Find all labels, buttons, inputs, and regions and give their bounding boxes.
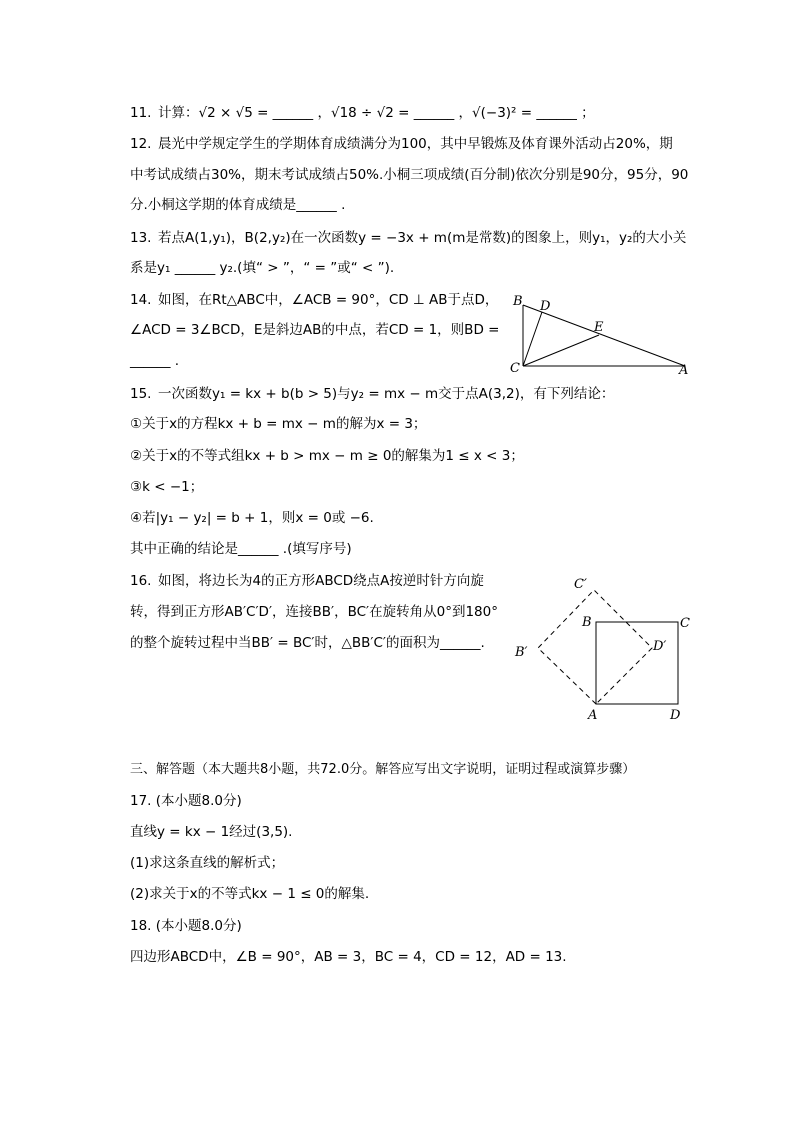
q14-side-ab xyxy=(523,305,685,366)
q13-number: 13. xyxy=(130,230,152,246)
q18-stem: 四边形ABCD中，∠B = 90°，AB = 3，BC = 4，CD = 12，AD = 13. xyxy=(130,949,567,965)
section-3-title: 三、解答题（本大题共8小题，共72.0分。解答应写出文字说明，证明过程或演算步骤） xyxy=(130,762,636,777)
q14-segment-cd xyxy=(523,312,542,366)
q12-text-2: 中考试成绩占30%，期末考试成绩占50%.小桐三项成绩(百分制)依次分别是90分，95分，90 xyxy=(130,167,689,183)
q12-text-1: 晨光中学规定学生的学期体育成绩满分为100，其中早锻炼及体育课外活动占20%，期 xyxy=(158,136,673,152)
q14-text-1: 如图，在Rt△ABC中，∠ACB = 90°，CD ⊥ AB于点D， xyxy=(158,292,499,308)
q11-line xyxy=(130,103,595,123)
q16-label-c-prime: C′ xyxy=(574,577,587,592)
q15-item-3: ③k < −1； xyxy=(130,479,204,495)
q16-number: 16. xyxy=(130,573,152,589)
q12-line1 xyxy=(130,134,673,154)
q12-text-3: 分.小桐这学期的体育成绩是______ . xyxy=(130,197,346,213)
q16-text-2: 转，得到正方形AB′C′D′，连接BB′，BC′在旋转角从0°到180° xyxy=(130,604,498,620)
q11-number: 11. xyxy=(130,105,152,121)
q13-text-1: 若点A(1,y₁)，B(2,y₂)在一次函数y = −3x + m(m是常数)的图象上，则y₁，y₂的大小关 xyxy=(158,230,687,246)
q14-line2 xyxy=(130,320,499,340)
q15-intro: 一次函数y₁ = kx + b(b > 5)与y₂ = mx − m交于点A(3,2)，有下列结论： xyxy=(158,386,615,402)
q16-rotated-square xyxy=(538,590,652,704)
q14-triangle-figure xyxy=(505,290,700,380)
q14-label-a: A xyxy=(679,363,689,378)
q15-number: 15. xyxy=(130,386,152,402)
q16-label-d: D xyxy=(670,708,681,723)
q14-label-c: C xyxy=(510,361,520,376)
q15-item-1: ①关于x的方程kx + b = mx − m的解为x = 3； xyxy=(130,416,427,432)
q11-text: 计算：√2 × √5 = ______ ，√18 ÷ √2 = ______ ，√(−3)² = ______ ； xyxy=(158,105,595,121)
q14-number: 14. xyxy=(130,292,152,308)
q17-head: 17. (本小题8.0分) xyxy=(130,793,242,809)
q18-head: 18. (本小题8.0分) xyxy=(130,918,242,934)
q15-line-intro xyxy=(130,384,614,404)
q14-label-d: D xyxy=(540,299,551,314)
q14-text-3: ______ . xyxy=(130,353,180,369)
q17-part-2: (2)求关于x的不等式kx − 1 ≤ 0的解集. xyxy=(130,886,370,902)
q14-line3 xyxy=(130,351,179,371)
q16-label-b: B xyxy=(582,615,592,630)
q14-text-2: ∠ACD = 3∠BCD，E是斜边AB的中点，若CD = 1，则BD = xyxy=(130,322,500,338)
q14-label-e: E xyxy=(594,320,604,335)
q15-item-4: ④若|y₁ − y₂| = b + 1，则x = 0或 −6. xyxy=(130,510,374,526)
q12-number: 12. xyxy=(130,136,152,152)
q16-label-d-prime: D′ xyxy=(653,639,667,654)
q16-label-c: C xyxy=(680,616,690,631)
q15-item-2: ②关于x的不等式组kx + b > mx − m ≥ 0的解集为1 ≤ x < 3； xyxy=(130,448,524,464)
q16-label-b-prime: B′ xyxy=(515,645,528,660)
q12-line2 xyxy=(130,165,688,185)
q13-text-2: 系是y₁ ______ y₂.(填“ > ”，“ = ”或“ < ”). xyxy=(130,260,395,276)
q17-stem: 直线y = kx − 1经过(3,5). xyxy=(130,824,293,840)
q14-label-b: B xyxy=(513,294,523,309)
q16-line1 xyxy=(130,571,484,591)
q16-label-a: A xyxy=(588,708,598,723)
q14-line1 xyxy=(130,290,498,310)
q16-line3 xyxy=(130,633,485,653)
q14-segment-ce xyxy=(523,335,599,366)
q13-line1 xyxy=(130,228,686,248)
q13-line2 xyxy=(130,258,394,278)
q12-line3 xyxy=(130,195,345,215)
q17-part-1: (1)求这条直线的解析式； xyxy=(130,855,285,871)
q16-text-1: 如图，将边长为4的正方形ABCD绕点A按逆时针方向旋 xyxy=(158,573,484,589)
q16-rotation-figure xyxy=(510,570,700,725)
q16-text-3: 的整个旋转过程中当BB′ = BC′时，△BB′C′的面积为______. xyxy=(130,635,485,651)
q15-answer-line: 其中正确的结论是______ .(填写序号) xyxy=(130,541,352,557)
q16-line2 xyxy=(130,602,498,622)
